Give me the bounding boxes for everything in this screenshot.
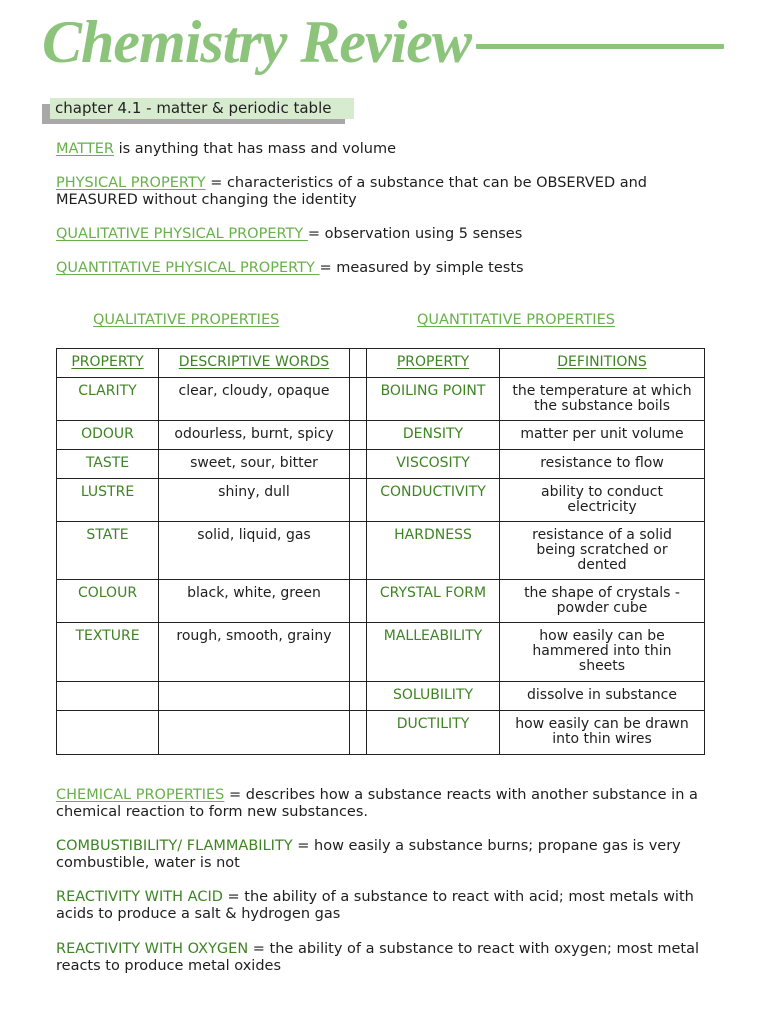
definition-term: REACTIVITY WITH ACID: [56, 889, 223, 905]
definition-quantitative-property: [56, 260, 746, 277]
definition-term: CHEMICAL PROPERTIES: [56, 787, 225, 803]
combustibility-definition: [56, 838, 746, 872]
table-gap-cell: [350, 711, 367, 755]
definition-matter: [56, 141, 746, 158]
quantitative-property: DUCTILITY: [367, 711, 500, 755]
qualitative-property: CLARITY: [57, 378, 159, 421]
property-definition: the shape of crystals - powder cube: [500, 580, 705, 623]
table-gap-cell: [350, 522, 367, 580]
descriptive-words: clear, cloudy, opaque: [159, 378, 350, 421]
definition-text: = observation using 5 senses: [307, 226, 523, 242]
definition-term: QUANTITATIVE PHYSICAL PROPERTY: [56, 260, 320, 276]
column-header-property: PROPERTY: [367, 349, 500, 378]
table-gap-cell: [350, 378, 367, 421]
definition-text: = characteristics of a substance that can be OBSERVED and MEASURED without changing the identity: [56, 175, 648, 208]
empty-cell: [159, 682, 350, 711]
qualitative-property: ODOUR: [57, 421, 159, 450]
properties-table: [56, 348, 705, 755]
column-header-descriptive-words: DESCRIPTIVE WORDS: [159, 349, 350, 378]
table-gap-cell: [350, 421, 367, 450]
chemical-properties-definition: [56, 787, 746, 821]
qualitative-property: STATE: [57, 522, 159, 580]
property-definition: how easily can be hammered into thin sheets: [500, 623, 705, 682]
qualitative-property: TASTE: [57, 450, 159, 479]
chapter-subtitle: chapter 4.1 - matter & periodic table: [55, 99, 332, 117]
quantitative-property: HARDNESS: [367, 522, 500, 580]
table-gap-cell: [350, 682, 367, 711]
definition-text: = describes how a substance reacts with another substance in a chemical reaction to form new substances.: [56, 787, 698, 820]
quantitative-property: VISCOSITY: [367, 450, 500, 479]
descriptive-words: black, white, green: [159, 580, 350, 623]
definition-text: = measured by simple tests: [319, 260, 524, 276]
table-gap-cell: [350, 349, 367, 378]
property-definition: resistance to flow: [500, 450, 705, 479]
reactivity-oxygen-definition: [56, 941, 746, 975]
descriptive-words: solid, liquid, gas: [159, 522, 350, 580]
definition-text: = how easily a substance burns; propane gas is very combustible, water is not: [56, 838, 681, 871]
definition-text: = the ability of a substance to react with oxygen; most metal reacts to produce metal oxides: [56, 941, 699, 974]
quantitative-property: BOILING POINT: [367, 378, 500, 421]
table-gap-cell: [350, 479, 367, 522]
title-rule: [476, 44, 724, 49]
property-definition: the temperature at which the substance boils: [500, 378, 705, 421]
column-header-definitions: DEFINITIONS: [500, 349, 705, 378]
quantitative-properties-heading: QUANTITATIVE PROPERTIES: [417, 312, 615, 328]
definition-term: QUALITATIVE PHYSICAL PROPERTY: [56, 226, 308, 242]
table-gap-cell: [350, 623, 367, 682]
qualitative-property: TEXTURE: [57, 623, 159, 682]
quantitative-property: SOLUBILITY: [367, 682, 500, 711]
empty-cell: [57, 711, 159, 755]
table-gap-cell: [350, 450, 367, 479]
definition-text: = the ability of a substance to react with acid; most metals with acids to produce a salt & hydrogen gas: [56, 889, 694, 922]
definition-physical-property: [56, 175, 746, 209]
property-definition: dissolve in substance: [500, 682, 705, 711]
definition-term: PHYSICAL PROPERTY: [56, 175, 206, 191]
descriptive-words: odourless, burnt, spicy: [159, 421, 350, 450]
empty-cell: [159, 711, 350, 755]
table-gap-cell: [350, 580, 367, 623]
quantitative-property: MALLEABILITY: [367, 623, 500, 682]
descriptive-words: rough, smooth, grainy: [159, 623, 350, 682]
property-definition: resistance of a solid being scratched or dented: [500, 522, 705, 580]
definition-term: MATTER: [56, 141, 114, 157]
reactivity-acid-definition: [56, 889, 746, 923]
descriptive-words: sweet, sour, bitter: [159, 450, 350, 479]
page-title: Chemistry Review: [42, 9, 471, 75]
qualitative-property: COLOUR: [57, 580, 159, 623]
qualitative-property: LUSTRE: [57, 479, 159, 522]
descriptive-words: shiny, dull: [159, 479, 350, 522]
qualitative-properties-heading: QUALITATIVE PROPERTIES: [93, 312, 280, 328]
quantitative-property: DENSITY: [367, 421, 500, 450]
definition-qualitative-property: [56, 226, 746, 243]
quantitative-property: CRYSTAL FORM: [367, 580, 500, 623]
property-definition: how easily can be drawn into thin wires: [500, 711, 705, 755]
definition-term: COMBUSTIBILITY/ FLAMMABILITY: [56, 838, 293, 854]
column-header-property: PROPERTY: [57, 349, 159, 378]
property-definition: ability to conduct electricity: [500, 479, 705, 522]
quantitative-property: CONDUCTIVITY: [367, 479, 500, 522]
definition-text: is anything that has mass and volume: [114, 141, 396, 157]
property-definition: matter per unit volume: [500, 421, 705, 450]
definition-term: REACTIVITY WITH OXYGEN: [56, 941, 249, 957]
empty-cell: [57, 682, 159, 711]
